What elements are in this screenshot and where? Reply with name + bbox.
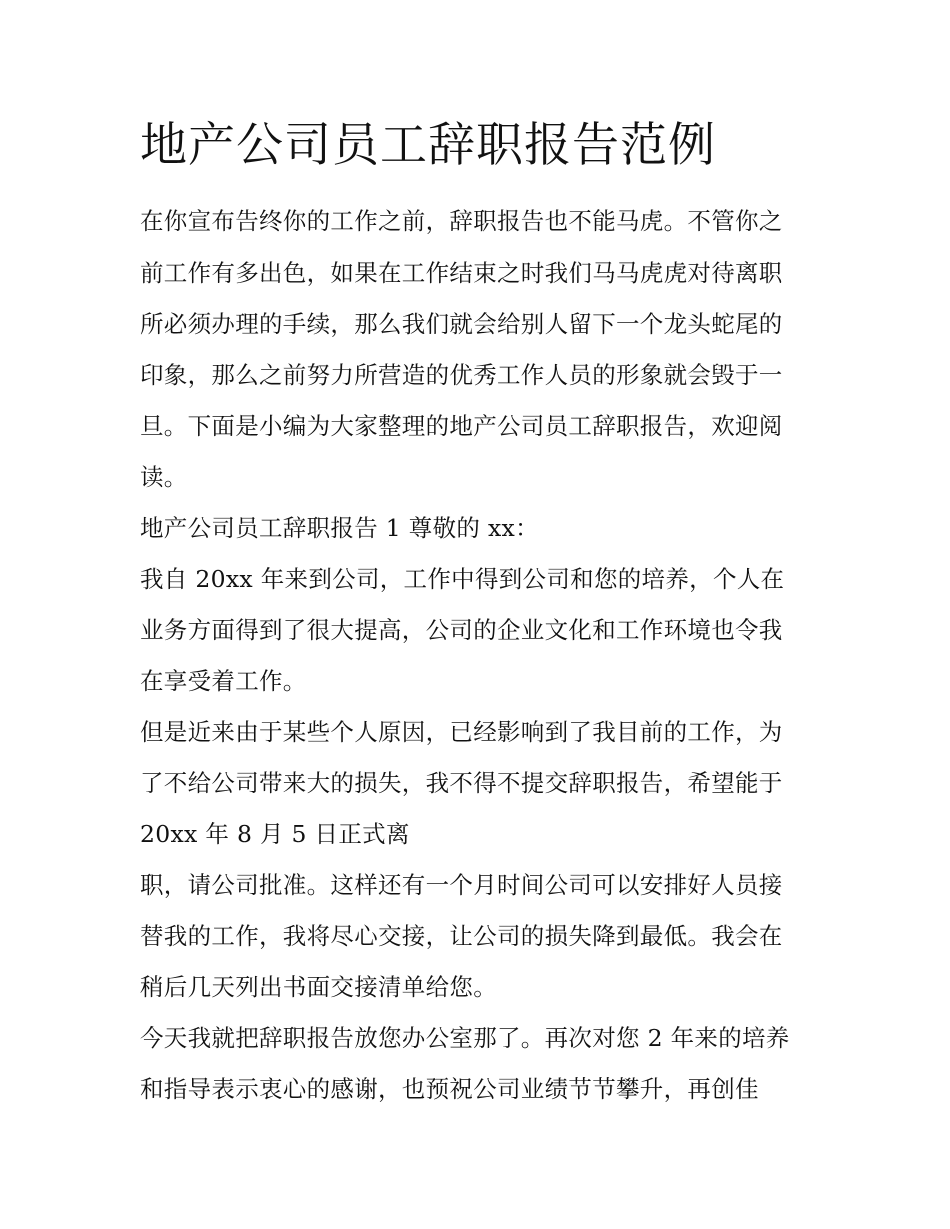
paragraph-line: 我自 20xx 年来到公司，工作中得到公司和您的培养，个人在 [140,565,785,593]
paragraph-line: 20xx 年 8 月 5 日正式离 [140,820,410,848]
paragraph-line: 在享受着工作。 [140,667,307,695]
paragraph-line: 职，请公司批准。这样还有一个月时间公司可以安排好人员接 [140,871,783,899]
paragraph-line: 但是近来由于某些个人原因，已经影响到了我目前的工作，为 [140,718,783,746]
paragraph-line: 在你宣布告终你的工作之前，辞职报告也不能马虎。不管你之 [140,207,783,235]
paragraph-line: 地产公司员工辞职报告 1 尊敬的 xx： [140,514,539,542]
paragraph-line: 今天我就把辞职报告放您办公室那了。再次对您 2 年来的培养 [140,1024,790,1052]
paragraph-line: 旦。下面是小编为大家整理的地产公司员工辞职报告，欢迎阅 [140,412,783,440]
paragraph-line: 前工作有多出色，如果在工作结束之时我们马马虎虎对待离职 [140,259,783,287]
paragraph-line: 和指导表示衷心的感谢，也预祝公司业绩节节攀升，再创佳 [140,1075,759,1103]
paragraph-line: 了不给公司带来大的损失，我不得不提交辞职报告，希望能于 [140,769,783,797]
paragraph-line: 稍后几天列出书面交接清单给您。 [140,973,497,1001]
paragraph-line: 所必须办理的手续，那么我们就会给别人留下一个龙头蛇尾的 [140,310,783,338]
paragraph-line: 替我的工作，我将尽心交接，让公司的损失降到最低。我会在 [140,922,783,950]
paragraph-line: 读。 [140,463,188,491]
page-title: 地产公司员工辞职报告范例 [140,118,716,173]
paragraph-line: 业务方面得到了很大提高，公司的企业文化和工作环境也令我 [140,616,783,644]
paragraph-line: 印象，那么之前努力所营造的优秀工作人员的形象就会毁于一 [140,361,783,389]
